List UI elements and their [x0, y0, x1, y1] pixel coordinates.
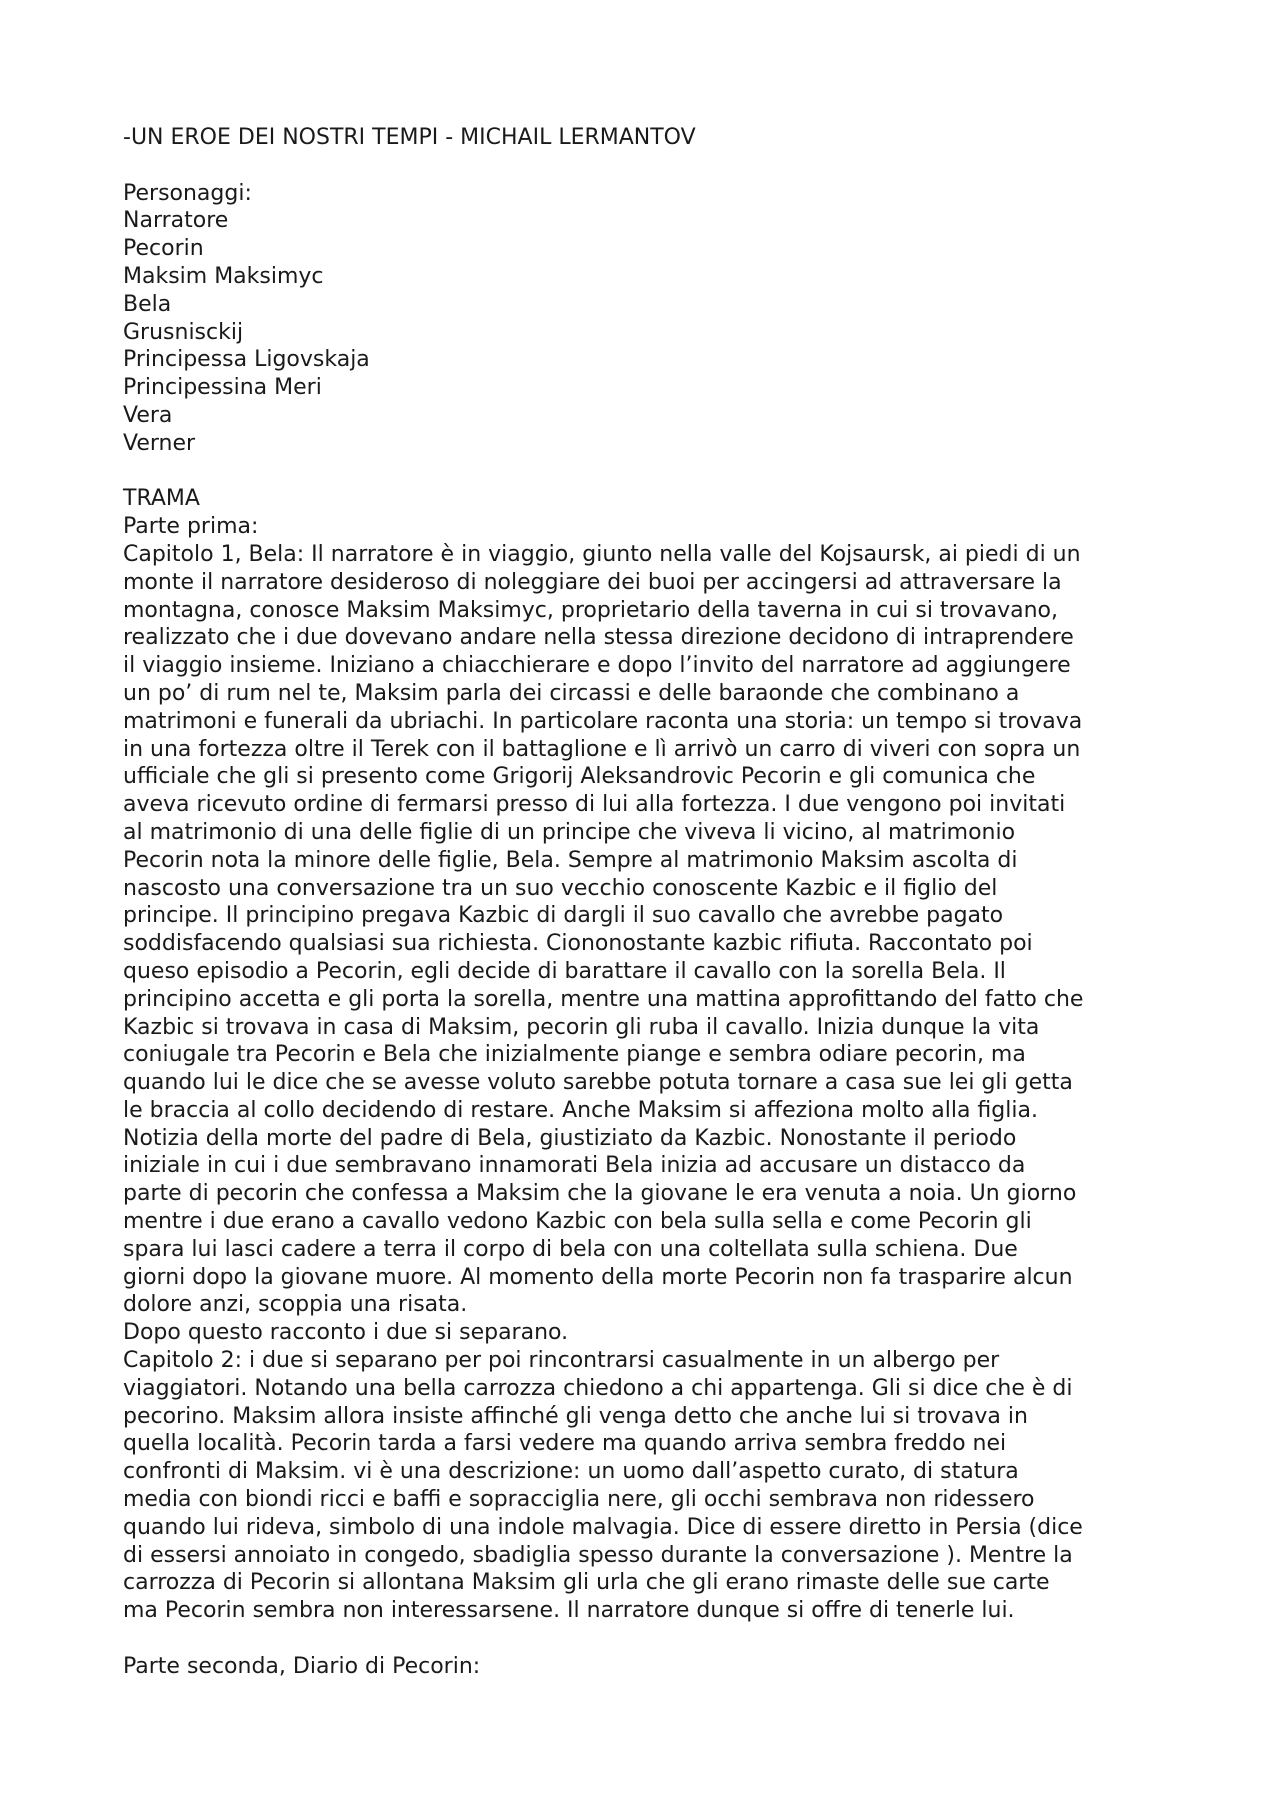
- text-line: spara lui lasci cadere a terra il corpo di bela con una coltellata sulla schiena. Due: [123, 1236, 1018, 1262]
- character-item: Principessa Ligovskaja: [123, 347, 370, 373]
- part-one-heading: Parte prima:: [123, 514, 259, 540]
- character-item: Vera: [123, 402, 173, 428]
- character-item: Pecorin: [123, 236, 204, 262]
- text-line: Pecorin nota la minore delle figlie, Bela. Sempre al matrimonio Maksim ascolta di: [123, 847, 1018, 873]
- text-line: viaggiatori. Notando una bella carrozza chiedono a chi appartenga. Gli si dice che è di: [123, 1375, 1073, 1401]
- text-line: media con biondi ricci e baffi e sopracciglia nere, gli occhi sembrava non ridessero: [123, 1487, 1035, 1513]
- characters-heading: Personaggi:: [123, 180, 252, 206]
- text-line: aveva ricevuto ordine di fermarsi presso di lui alla fortezza. I due vengono poi invitati: [123, 792, 1066, 818]
- text-line: in una fortezza oltre il Terek con il battaglione e lì arrivò un carro di viveri con sopra un: [123, 736, 1081, 762]
- chapter-2-text: [123, 1347, 1183, 1625]
- character-item: Bela: [123, 291, 172, 317]
- text-line: nascosto una conversazione tra un suo vecchio conoscente Kazbic e il figlio del: [123, 875, 998, 901]
- text-line: coniugale tra Pecorin e Bela che inizialmente piange e sembra odiare pecorin, ma: [123, 1042, 1026, 1068]
- text-line: Notizia della morte del padre di Bela, giustiziato da Kazbic. Nonostante il periodo: [123, 1125, 1017, 1151]
- text-line: realizzato che i due dovevano andare nella stessa direzione decidono di intraprendere: [123, 625, 1074, 651]
- text-line: giorni dopo la giovane muore. Al momento della morte Pecorin non fa trasparire alcun: [123, 1264, 1073, 1290]
- text-line: Dopo questo racconto i due si separano.: [123, 1320, 569, 1346]
- document-title: -UN EROE DEI NOSTRI TEMPI - MICHAIL LERMANTOV: [123, 125, 696, 150]
- text-line: al matrimonio di una delle figlie di un principe che viveva li vicino, al matrimonio: [123, 819, 1016, 845]
- plot-heading: TRAMA: [123, 486, 200, 512]
- text-line: Capitolo 2: i due si separano per poi rincontrarsi casualmente in un albergo per: [123, 1348, 1000, 1374]
- text-line: ma Pecorin sembra non interessarsene. Il narratore dunque si offre di tenerle lui.: [123, 1598, 1015, 1624]
- spacer: [123, 1625, 1183, 1653]
- text-line: principino accetta e gli porta la sorella, mentre una mattina approfittando del fatto che: [123, 986, 1084, 1012]
- text-line: queso episodio a Pecorin, egli decide di barattare il cavallo con la sorella Bela. Il: [123, 958, 1006, 984]
- text-line: Kazbic si trovava in casa di Maksim, pecorin gli ruba il cavallo. Inizia dunque la vita: [123, 1014, 1040, 1040]
- text-line: confronti di Maksim. vi è una descrizione: un uomo dall’aspetto curato, di statura: [123, 1459, 1019, 1485]
- text-line: monte il narratore desideroso di noleggiare dei buoi per accingersi ad attraversare la: [123, 569, 1062, 595]
- spacer: [123, 152, 1183, 180]
- text-line: di essersi annoiato in congedo, sbadiglia spesso durante la conversazione ). Mentre la: [123, 1542, 1073, 1568]
- character-item: Grusnisckij: [123, 319, 244, 345]
- spacer: [123, 458, 1183, 486]
- characters-list: [123, 207, 1183, 457]
- text-line: quella località. Pecorin tarda a farsi vedere ma quando arriva sembra freddo nei: [123, 1431, 1007, 1457]
- text-line: mentre i due erano a cavallo vedono Kazbic con bela sulla sella e come Pecorin gli: [123, 1209, 1032, 1235]
- text-line: matrimoni e funerali da ubriachi. In particolare raconta una storia: un tempo si trovava: [123, 708, 1083, 734]
- text-line: Capitolo 1, Bela: Il narratore è in viaggio, giunto nella valle del Kojsaursk, ai piedi di un: [123, 541, 1081, 567]
- text-line: ufficiale che gli si presento come Grigorij Aleksandrovic Pecorin e gli comunica che: [123, 764, 1036, 790]
- character-item: Narratore: [123, 208, 229, 234]
- text-line: le braccia al collo decidendo di restare. Anche Maksim si affeziona molto alla figlia.: [123, 1097, 1038, 1123]
- text-line: quando lui rideva, simbolo di una indole malvagia. Dice di essere diretto in Persia (dice: [123, 1514, 1083, 1540]
- text-line: montagna, conosce Maksim Maksimyc, proprietario della taverna in cui si trovavano,: [123, 597, 1058, 623]
- text-line: principe. Il principino pregava Kazbic di dargli il suo cavallo che avrebbe pagato: [123, 903, 1004, 929]
- text-line: carrozza di Pecorin si allontana Maksim gli urla che gli erano rimaste delle sue carte: [123, 1570, 1050, 1596]
- text-line: soddisfacendo qualsiasi sua richiesta. Ciononostante kazbic rifiuta. Raccontato poi: [123, 931, 1033, 957]
- text-line: iniziale in cui i due sembravano innamorati Bela inizia ad accusare un distacco da: [123, 1153, 1026, 1179]
- text-line: il viaggio insieme. Iniziano a chiacchierare e dopo l’invito del narratore ad aggiungere: [123, 653, 1071, 679]
- part-two-heading: Parte seconda, Diario di Pecorin:: [123, 1653, 481, 1679]
- text-line: pecorino. Maksim allora insiste affinché gli venga detto che anche lui si trovava in: [123, 1403, 1028, 1429]
- text-line: dolore anzi, scoppia una risata.: [123, 1292, 468, 1318]
- text-line: quando lui le dice che se avesse voluto sarebbe potuta tornare a casa sue lei gli getta: [123, 1070, 1073, 1096]
- text-line: un po’ di rum nel te, Maksim parla dei circassi e delle baraonde che combinano a: [123, 680, 1020, 706]
- chapter-1-text: [123, 541, 1183, 1347]
- character-item: Verner: [123, 430, 196, 456]
- character-item: Principessina Meri: [123, 375, 322, 401]
- document-body: [123, 124, 1183, 1681]
- text-line: parte di pecorin che confessa a Maksim che la giovane le era venuta a noia. Un giorno: [123, 1181, 1077, 1207]
- character-item: Maksim Maksimyc: [123, 263, 324, 289]
